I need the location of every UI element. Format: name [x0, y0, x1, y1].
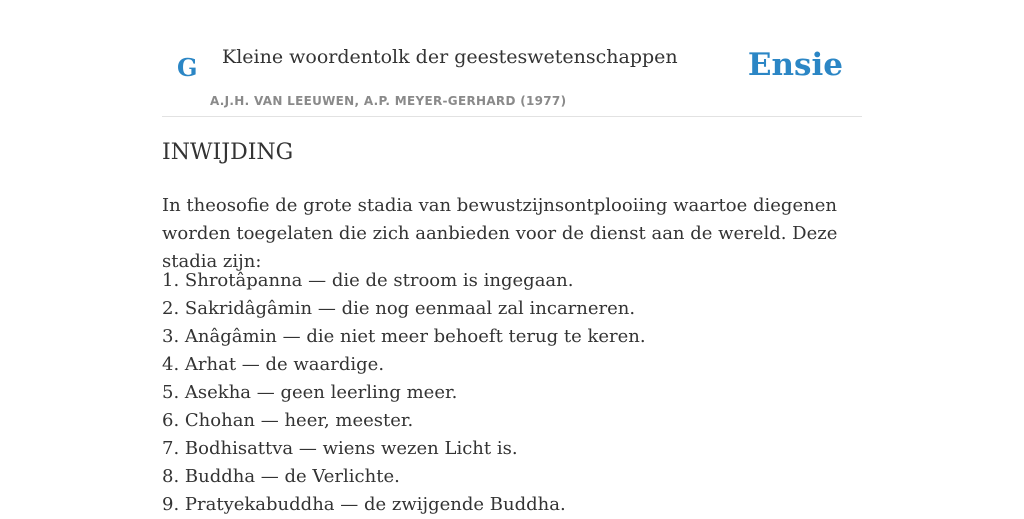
g-logo-icon[interactable]: G	[177, 53, 198, 82]
list-item: 4. Arhat — de waardige.	[162, 354, 385, 375]
list-item: 9. Pratyekabuddha — de zwijgende Buddha.	[162, 494, 566, 515]
entry-definition: In theosofie de grote stadia van bewustzijnsontplooiing waartoe diegenen worden toegelaten die zich aanbieden voor de dienst aan de wereld. Deze stadia zijn:	[162, 195, 838, 272]
list-item: 5. Asekha — geen leerling meer.	[162, 382, 458, 403]
list-item: 2. Sakridâgâmin — die nog eenmaal zal incarneren.	[162, 298, 636, 319]
list-item: 1. Shrotâpanna — die de stroom is ingegaan.	[162, 270, 574, 291]
stages-list	[162, 267, 646, 519]
book-authors: A.J.H. VAN LEEUWEN, A.P. MEYER-GERHARD (1977)	[210, 94, 567, 108]
list-item: 7. Bodhisattva — wiens wezen Licht is.	[162, 438, 518, 459]
entry-title: INWIJDING	[162, 140, 294, 165]
page	[162, 0, 862, 515]
ensie-logo[interactable]: Ensie	[747, 47, 843, 83]
list-item: 3. Anâgâmin — die niet meer behoeft terug te keren.	[162, 326, 646, 347]
book-title-link[interactable]: Kleine woordentolk der geesteswetenschappen	[222, 46, 678, 68]
list-item: 6. Chohan — heer, meester.	[162, 410, 414, 431]
header	[162, 0, 862, 117]
list-item: 8. Buddha — de Verlichte.	[162, 466, 400, 487]
